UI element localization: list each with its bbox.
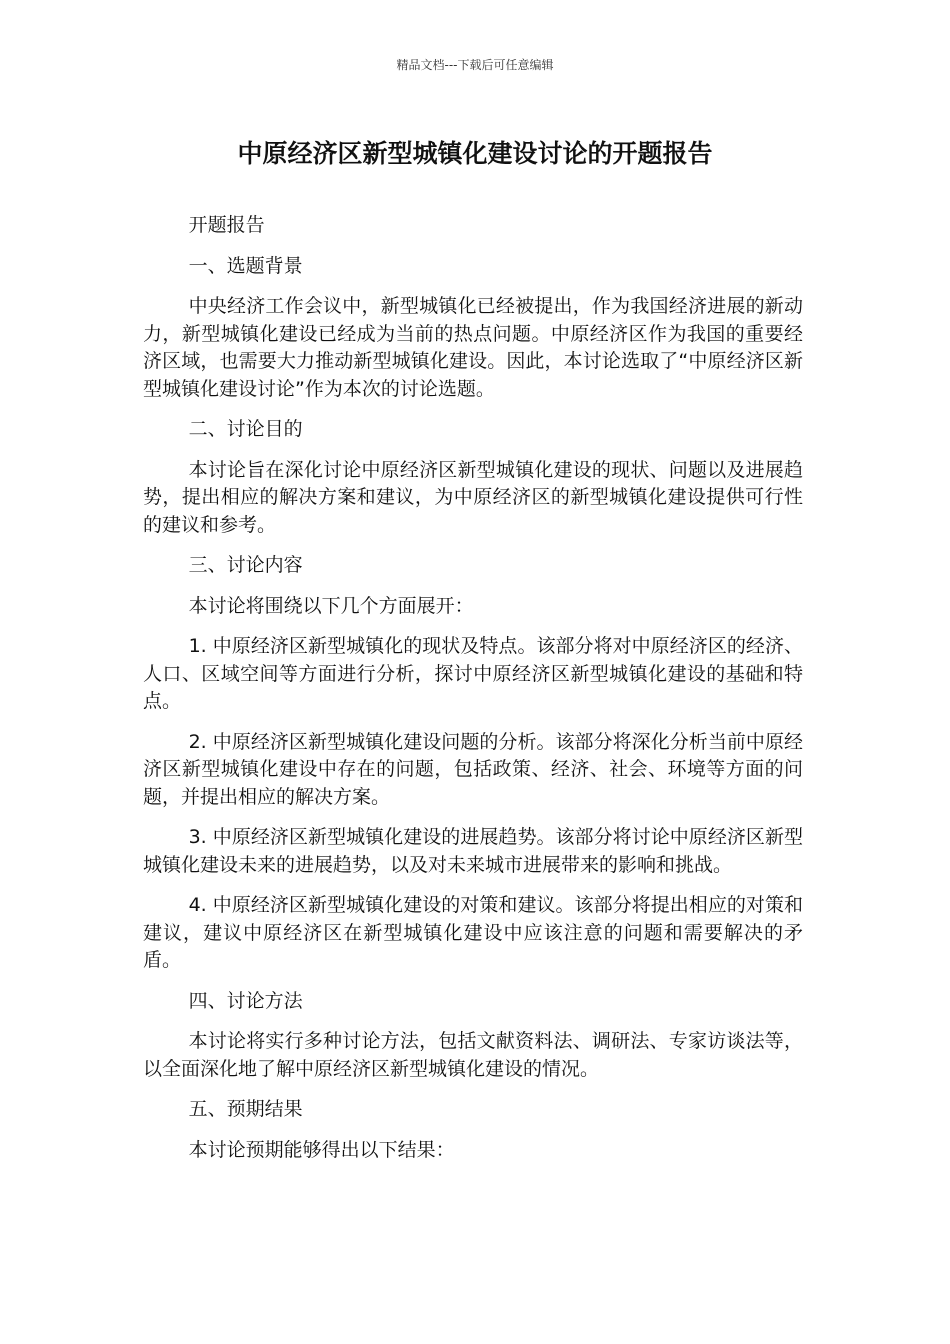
list-item-2: 2. 中原经济区新型城镇化建设问题的分析。该部分将深化分析当前中原经济区新型城镇化建设中存在的问题，包括政策、经济、社会、环境等方面的问题，并提出相应的解决方案。 xyxy=(143,730,803,808)
list-item-3: 3. 中原经济区新型城镇化建设的进展趋势。该部分将讨论中原经济区新型城镇化建设未来的进展趋势，以及对未来城市进展带来的影响和挑战。 xyxy=(143,826,803,876)
list-item-4: 4. 中原经济区新型城镇化建设的对策和建议。该部分将提出相应的对策和建议，建议中原经济区在新型城镇化建设中应该注意的问题和需要解决的矛盾。 xyxy=(143,894,803,971)
document-body xyxy=(143,212,803,1177)
section-heading-method: 四、讨论方法 xyxy=(188,989,303,1012)
paragraph-results: 本讨论预期能够得出以下结果： xyxy=(188,1138,455,1161)
section-heading-background: 一、选题背景 xyxy=(188,254,303,277)
document-title: 中原经济区新型城镇化建设讨论的开题报告 xyxy=(237,139,713,168)
paragraph-background: 中央经济工作会议中，新型城镇化已经被提出，作为我国经济进展的新动力，新型城镇化建设已经成为当前的热点问题。中原经济区作为我国的重要经济区域，也需要大力推动新型城镇化建设。因此，本讨论选取了“中原经济区新型城镇化建设讨论”作为本次的讨论选题。 xyxy=(143,295,803,400)
section-heading-purpose: 二、讨论目的 xyxy=(188,418,303,440)
paragraph-content-intro: 本讨论将围绕以下几个方面展开： xyxy=(188,594,474,617)
report-label: 开题报告 xyxy=(188,214,265,236)
page-header: 精品文档---下载后可任意编辑 xyxy=(396,58,554,72)
section-heading-content: 三、讨论内容 xyxy=(188,554,303,576)
section-heading-results: 五、预期结果 xyxy=(188,1098,303,1120)
list-item-1: 1. 中原经济区新型城镇化的现状及特点。该部分将对中原经济区的经济、人口、区域空间等方面进行分析，探讨中原经济区新型城镇化建设的基础和特点。 xyxy=(143,635,803,712)
paragraph-purpose: 本讨论旨在深化讨论中原经济区新型城镇化建设的现状、问题以及进展趋势，提出相应的解决方案和建议，为中原经济区的新型城镇化建设提供可行性的建议和参考。 xyxy=(143,458,803,536)
paragraph-method: 本讨论将实行多种讨论方法，包括文献资料法、调研法、专家访谈法等，以全面深化地了解中原经济区新型城镇化建设的情况。 xyxy=(143,1030,803,1080)
